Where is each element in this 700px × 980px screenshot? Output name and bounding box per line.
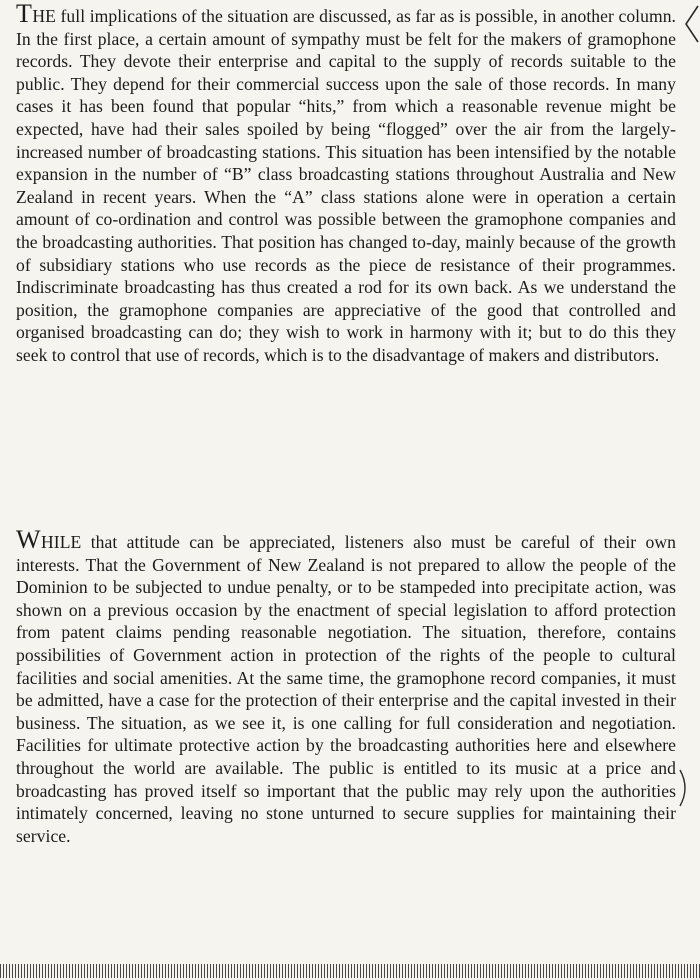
decorative-footer-rule <box>0 964 700 978</box>
drop-cap-w: W <box>16 525 42 554</box>
paragraph-2-body: That the Government of New Zealand is not prepared to allow the people of the Dominion to be subjected to undue penalty, or to be stampeded into precipitate action, was shown on a previous occasion by the enactment of special legislation to afford protection from patent claims pending reasonable negotiation. The situation, therefore, contains possibilities of Government action in protection of the rights of the people to cultural facilities and social amenities. At the same time, the gramophone record companies, it must be admitted, have a case for the protection of their enterprise and the capital invested in their business. The situation, as we see it, is one calling for full consideration and negotiation. Facilities for ultimate protective action by the broadcasting authorities here and elsewhere throughout the world are available. The public is entitled to its music at a price and broadcasting has proved itself so important that the public may rely upon the authorities intimately concerned, leaving no stone unturned to secure supplies for maintaining their service. <box>16 554 676 846</box>
drop-cap-t: T <box>16 0 33 28</box>
margin-paren-icon <box>676 768 694 808</box>
paragraph-1 <box>16 0 676 367</box>
paragraph-2 <box>16 525 676 847</box>
paragraph-1-lead: HE full implications of the situation are discussed, as far as is possible, in another column. <box>32 6 676 26</box>
paragraph-1-body: In the first place, a certain amount of sympathy must be felt for the makers of gramophone records. They devote their enterprise and capital to the supply of records suitable to the public. They depend for their commercial success upon the sale of those records. In many cases it has been found that popular “hits,” from which a reasonable revenue might be expected, have had their sales spoiled by being “flogged” over the air from the largely-increased number of broadcasting stations. This situation has been intensified by the notable expansion in the number of “B” class broadcasting stations throughout Australia and New Zealand in recent years. When the “A” class stations alone were in operation a certain amount of co-ordination and control was possible between the gramophone companies and the broadcasting authorities. That position has changed to-day, mainly because of the growth of subsidiary stations who use records as the piece de resistance of their programmes. Indiscriminate broadcasting has thus created a rod for its own back. As we understand the position, the gramophone companies are appreciative of the good that controlled and organised broadcasting can do; they wish to work in harmony with it; but to do this they seek to control that use of records, which is to the disadvantage of makers and distributors. <box>16 28 676 365</box>
paragraph-2-lead: HILE that attitude can be appreciated, listeners also must be careful of their own interests. <box>16 532 676 575</box>
margin-bracket-icon <box>682 4 700 44</box>
